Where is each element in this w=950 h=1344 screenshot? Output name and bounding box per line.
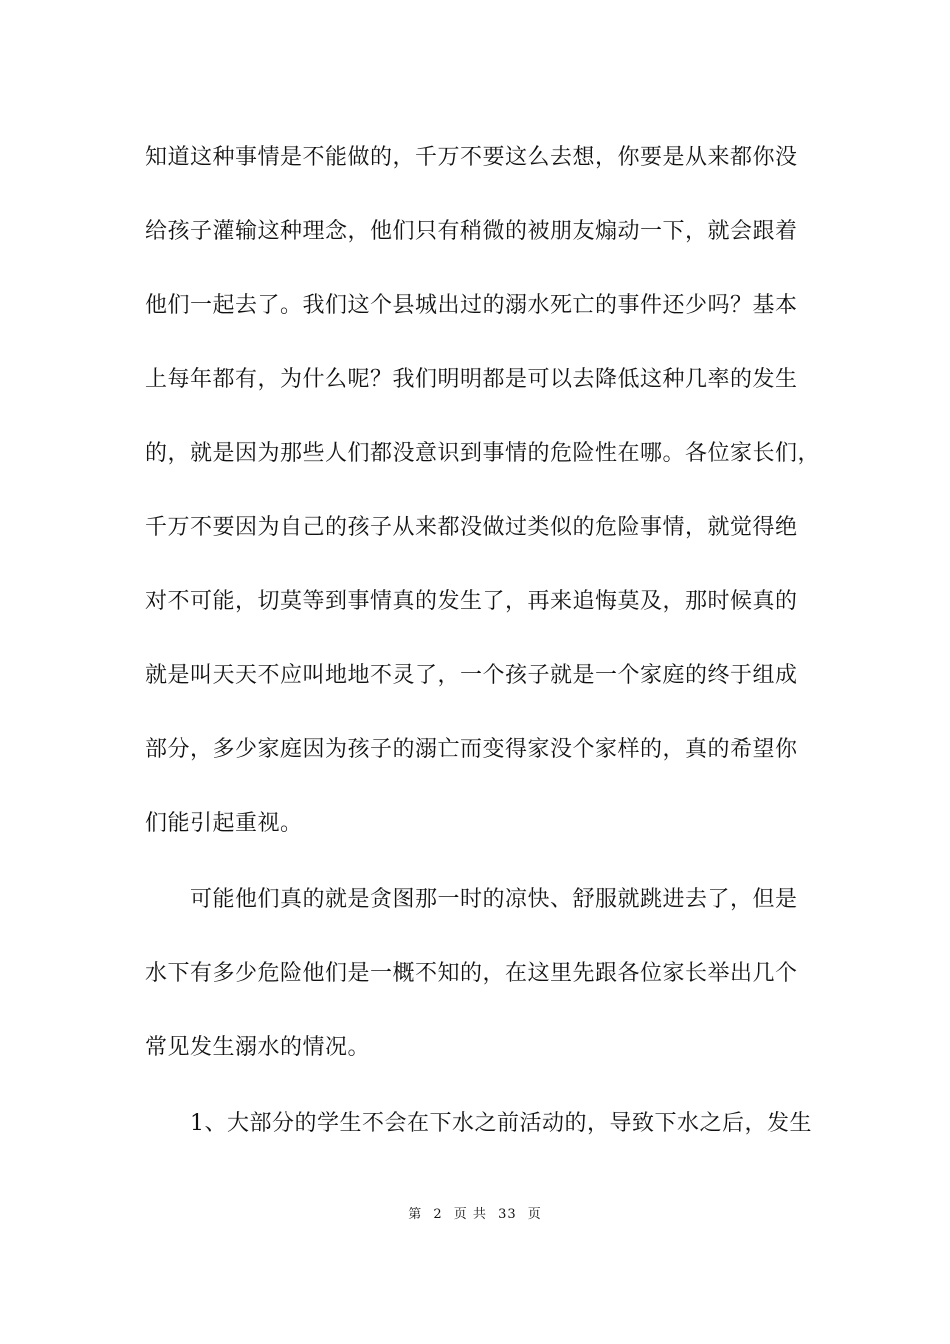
paragraph-1-line-8: 就是叫天天不应叫地地不灵了，一个孩子就是一个家庭的终于组成 [145, 663, 798, 688]
page-footer [0, 1206, 950, 1224]
footer-middle: 页 共 [453, 1207, 487, 1222]
paragraph-1-line-9: 部分，多少家庭因为孩子的溺亡而变得家没个家样的，真的希望你 [145, 737, 798, 762]
paragraph-1-line-7: 对不可能，切莫等到事情真的发生了，再来追悔莫及，那时候真的 [145, 589, 798, 614]
paragraph-3-line-1: 1、大部分的学生不会在下水之前活动的，导致下水之后，发生 [190, 1111, 812, 1136]
footer-suffix: 页 [527, 1207, 542, 1222]
paragraph-2-line-1: 可能他们真的就是贪图那一时的凉快、舒服就跳进去了，但是 [190, 887, 798, 912]
paragraph-1-line-3: 他们一起去了。我们这个县城出过的溺水死亡的事件还少吗？基本 [145, 293, 798, 318]
paragraph-1-line-2: 给孩子灌输这种理念，他们只有稍微的被朋友煽动一下，就会跟着 [145, 219, 798, 244]
paragraph-2-line-2: 水下有多少危险他们是一概不知的，在这里先跟各位家长举出几个 [145, 961, 798, 986]
footer-prefix: 第 [408, 1207, 423, 1222]
paragraph-1-line-6: 千万不要因为自己的孩子从来都没做过类似的危险事情，就觉得绝 [145, 515, 798, 540]
paragraph-1-line-4: 上每年都有，为什么呢？我们明明都是可以去降低这种几率的发生 [145, 367, 798, 392]
footer-total-pages: 33 [498, 1207, 517, 1222]
paragraph-1-line-1: 知道这种事情是不能做的，千万不要这么去想，你要是从来都你没 [145, 145, 798, 170]
paragraph-1-line-10: 们能引起重视。 [145, 811, 303, 836]
paragraph-2-line-3: 常见发生溺水的情况。 [145, 1035, 371, 1060]
footer-page-number: 2 [433, 1207, 443, 1222]
paragraph-1-line-5: 的，就是因为那些人们都没意识到事情的危险性在哪。各位家长们， [145, 441, 821, 466]
